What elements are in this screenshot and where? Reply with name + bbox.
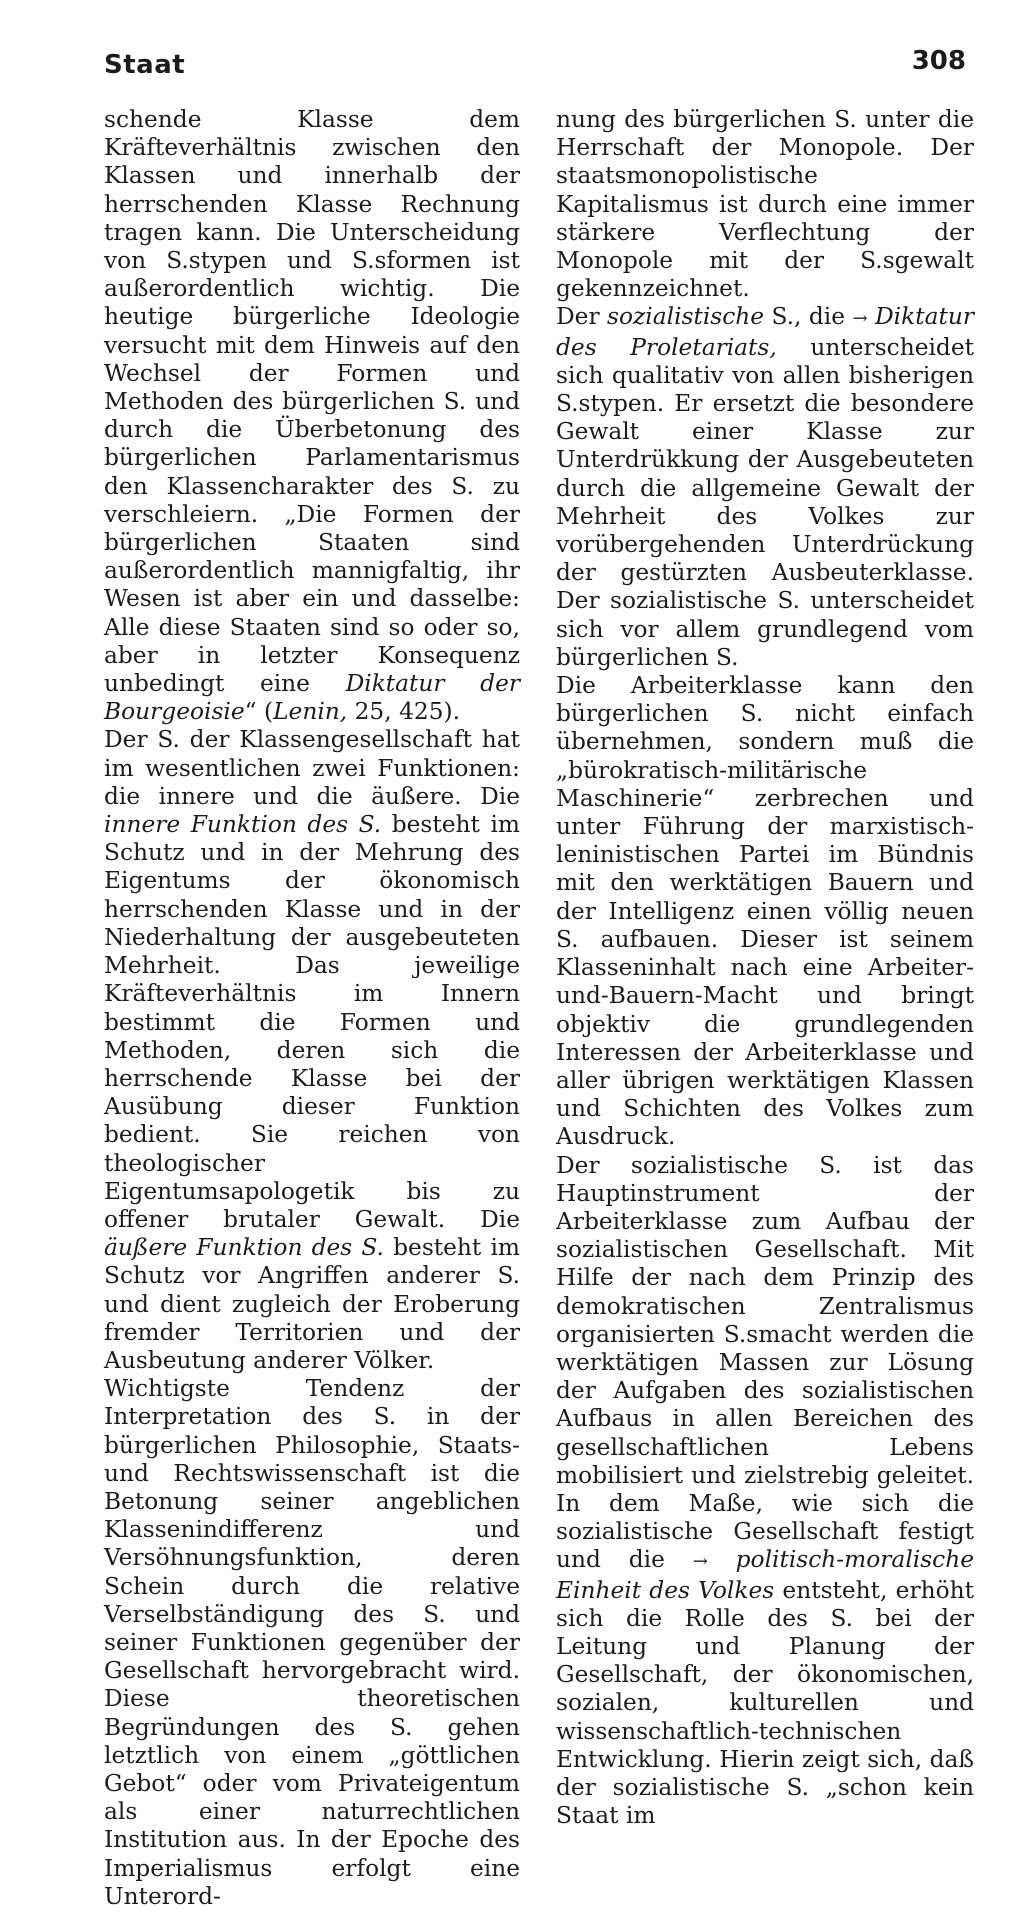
paragraph-interpretation: Wichtigste Tendenz der Interpretation des S. in der bürgerlichen Philosophie, Staats- und Rechtswissenschaft ist die Betonung seiner angeblichen Klassenindifferenz und Versöhnungsfunktion, deren Schein durch die relative Verselbständigung des S. und seiner Funktionen gegenüber der Gesellschaft hervorgebracht wird. Diese theoretischen Begründungen des S. gehen letztlich von einem „göttlichen Gebot“ oder vom Privateigentum als einer naturrechtlichen Institution aus. In der Epoche des Imperialismus erfolgt eine Unterord- bbox=[104, 1375, 520, 1910]
italic-term: innere Funktion des S. bbox=[104, 811, 382, 839]
paragraph-continuation: nung des bürgerlichen S. unter die Herrschaft der Monopole. Der staatsmonopolistische Kapitalismus ist durch eine immer stärkere Verflechtung der Monopole mit der S.sgewalt gekennzeichnet. bbox=[556, 106, 974, 303]
text-run: S., die bbox=[764, 303, 853, 331]
italic-term: sozialistische bbox=[607, 303, 765, 331]
text-run: besteht im Schutz und in der Mehrung des Eigentums der ökonomisch herrschenden Klasse und in der Niederhaltung der ausgebeuteten Mehrheit. Das jeweilige Kräfteverhältnis im Innern bestimmt die Formen und Methoden, deren sich die herrschende Klasse bei der Ausübung dieser Funktion bedient. Sie reichen von theologischer Eigentumsapologetik bis zu offener brutaler Gewalt. Die bbox=[104, 811, 520, 1233]
paragraph-working-class: Die Arbeiterklasse kann den bürgerlichen S. nicht einfach übernehmen, sondern muß die „bürokratisch-militärische Maschinerie“ zerbrechen und unter Führung der marxistisch-leninistischen Partei im Bündnis mit den werktätigen Bauern und der Intelligenz einen völlig neuen S. aufbauen. Dieser ist seinem Klasseninhalt nach eine Arbeiter-und-Bauern-Macht und bringt objektiv die grundlegenden Interessen der Arbeiterklasse und aller übrigen werktätigen Klassen und Schichten des Volkes zum Ausdruck. bbox=[556, 672, 974, 1151]
text-run: Der sozialistische S. ist das Hauptinstrument der Arbeiterklasse zum Aufbau der sozialistischen Gesellschaft. Mit Hilfe der nach dem Prinzip des demokratischen Zentralismus organisierten S.smacht werden die werktätigen Massen zur Lösung der Aufgaben des sozialistischen Aufbaus in allen Bereichen des gesellschaftlichen Lebens mobilisiert und zielstrebig geleitet. In dem Maße, wie sich die sozialistische Gesellschaft festigt und die bbox=[556, 1151, 974, 1574]
paragraph-continuation bbox=[104, 106, 520, 726]
text-run: Der S. der Klassengesellschaft hat im wesentlichen zwei Funktionen: die innere und die äußere. Die bbox=[104, 726, 520, 810]
text-run: schende Klasse dem Kräfteverhältnis zwischen den Klassen und innerhalb der herrschenden Klasse Rechnung tragen kann. Die Unterscheidung von S.stypen und S.sformen ist außerordentlich wichtig. Die heutige bürgerliche Ideologie versucht mit dem Hinweis auf den Wechsel der Formen und Methoden des bürgerlichen S. und durch die Überbetonung des bürgerlichen Parlamentarismus den Klassencharakter des S. zu verschleiern. „Die Formen der bürgerlichen Staaten sind außerordentlich mannigfaltig, ihr Wesen ist aber ein und dasselbe: Alle diese Staaten sind so oder so, aber in letzter Konsequenz unbedingt eine bbox=[104, 106, 520, 698]
italic-term: äußere Funktion des S. bbox=[104, 1234, 384, 1262]
text-run: entsteht, erhöht sich die Rolle des S. bei der Leitung und Planung der Gesellschaft, der ökonomischen, sozialen, kulturellen und wissenschaftlich-technischen Entwicklung. Hierin zeigt sich, daß der sozialistische S. „schon kein Staat im bbox=[556, 1576, 974, 1830]
text-run: unterscheidet sich qualitativ von allen bisherigen S.stypen. Er ersetzt die besondere Gewalt einer Klasse zur Unterdrükkung der Ausgebeuteten durch die allgemeine Gewalt der Mehrheit des Volkes zur vorübergehenden Unterdrückung der gestürzten Ausbeuterklasse. Der sozialistische S. unterscheidet sich vor allem grundlegend vom bürgerlichen S. bbox=[556, 333, 974, 671]
cross-reference-arrow-icon: → bbox=[852, 308, 868, 330]
text-run: “ ( bbox=[244, 698, 274, 726]
left-column bbox=[104, 106, 520, 1911]
running-head bbox=[104, 46, 966, 90]
paragraph-socialist-state bbox=[556, 303, 974, 672]
cross-reference-term: politisch-moralische Einheit des Volkes bbox=[556, 1546, 975, 1604]
running-head-title: Staat bbox=[104, 50, 186, 80]
italic-term: Diktatur der Bourgeoisie bbox=[104, 670, 520, 726]
right-column bbox=[556, 106, 974, 1830]
text-run: Der bbox=[556, 303, 608, 331]
paragraph-main-instrument bbox=[556, 1152, 974, 1831]
text-run: besteht im Schutz vor Angriffen anderer S. und dient zugleich der Eroberung fremder Territorien und der Ausbeutung anderer Völker. bbox=[104, 1234, 520, 1374]
cross-reference-arrow-icon: → bbox=[692, 1551, 708, 1573]
paragraph-functions bbox=[104, 726, 520, 1375]
text-run: 25, 425). bbox=[347, 698, 461, 726]
page-number: 308 bbox=[911, 46, 966, 76]
cross-reference-term: Diktatur des Proletariats, bbox=[556, 303, 975, 361]
italic-author: Lenin, bbox=[273, 698, 348, 726]
